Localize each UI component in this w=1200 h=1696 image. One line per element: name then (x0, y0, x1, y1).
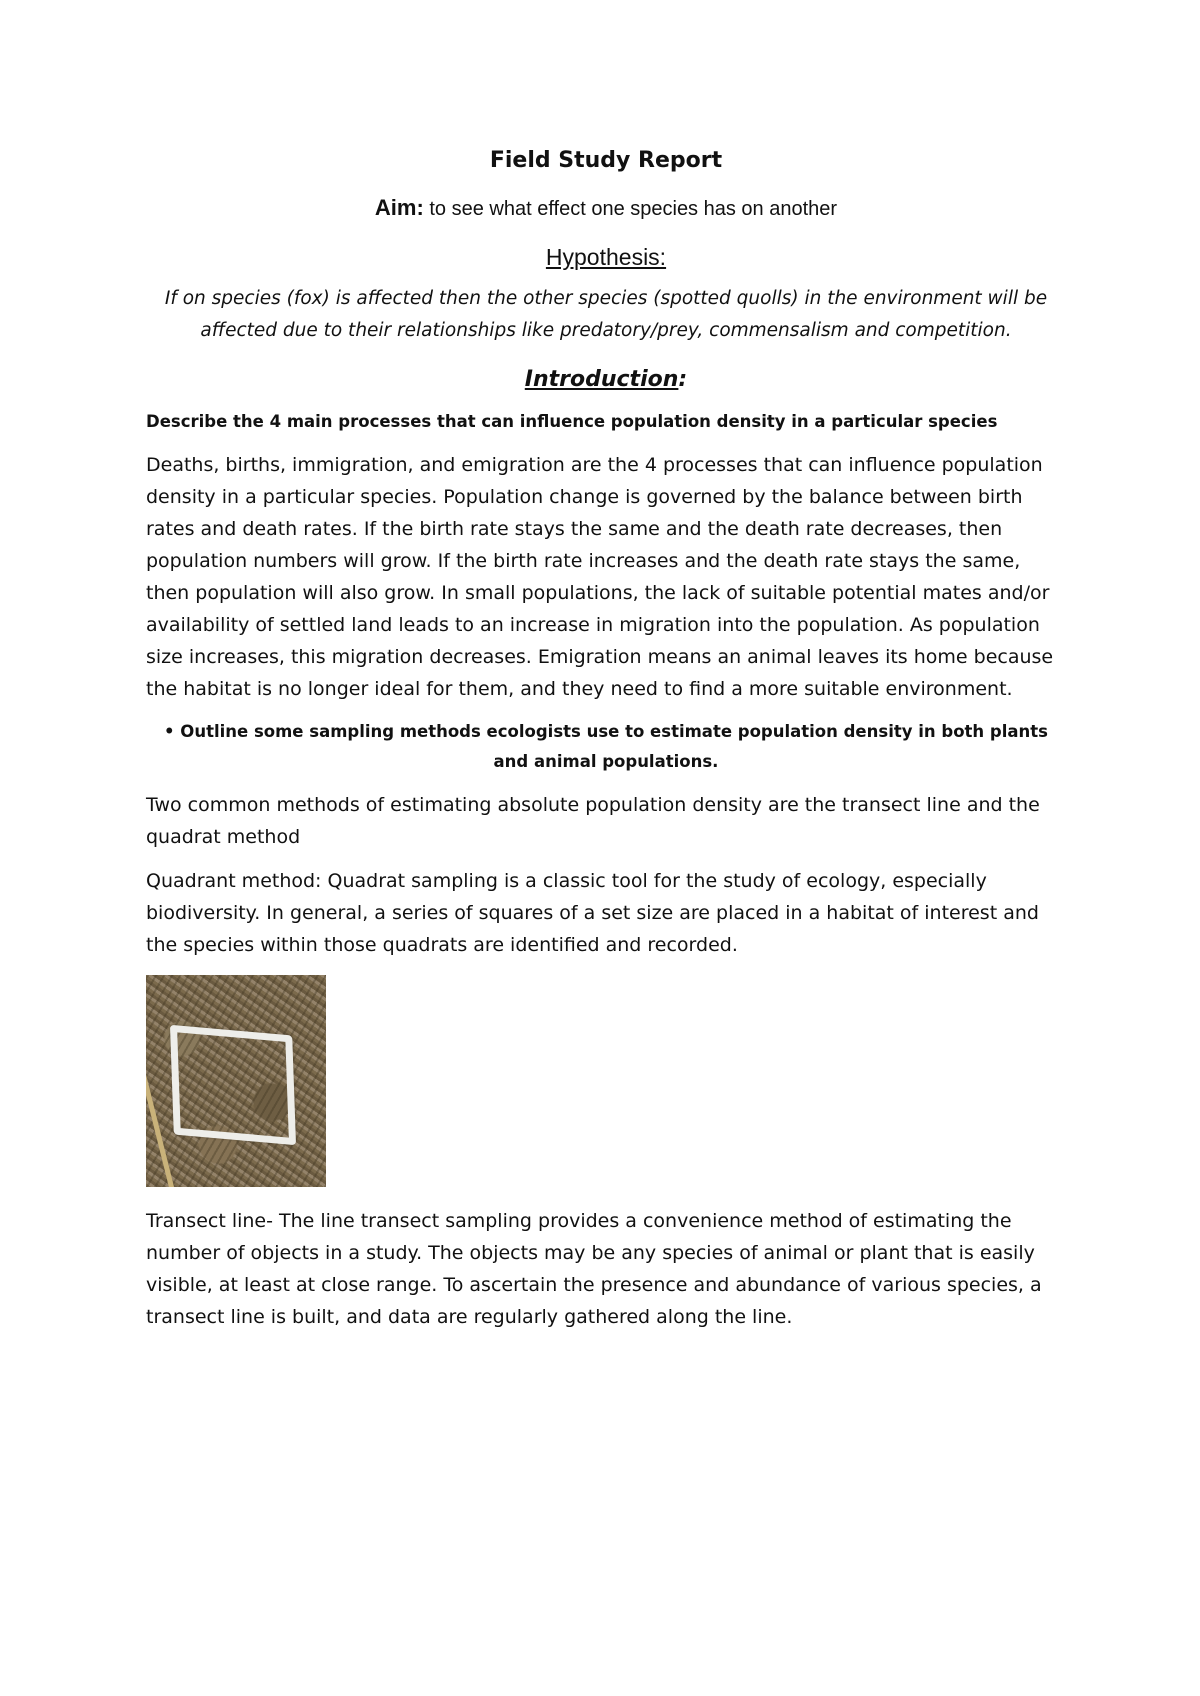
photo-quadrat-frame (170, 1025, 296, 1145)
aim-text: to see what effect one species has on another (423, 198, 838, 220)
report-title: Field Study Report (489, 148, 723, 173)
document-page (146, 146, 1066, 1345)
answer-transect-line: Transect line- The line transect sampling provides a convenience method of estimating the number of objects in a study. The objects may be any species of animal or plant that is easily visible, at least at close range. To ascertain the presence and abundance of various species, a transect line is built, and data are regularly gathered along the line. (146, 1210, 1042, 1328)
question-sampling-methods: • Outline some sampling methods ecologists use to estimate population density in both plants and animal populations. (164, 722, 1048, 771)
introduction-heading (146, 365, 1066, 395)
aim-label: Aim: (374, 195, 424, 220)
answer-quadrat-method: Quadrant method: Quadrat sampling is a classic tool for the study of ecology, especially biodiversity. In general, a series of squares of a set size are placed in a habitat of interest and the species within those quadrats are identified and recorded. (146, 870, 1039, 956)
quadrat-photo (146, 975, 326, 1187)
question-population-processes: Describe the 4 main processes that can influence population density in a particular species (146, 412, 998, 431)
hypothesis-heading: Hypothesis: (545, 244, 667, 270)
aim-line (146, 194, 1066, 223)
answer-population-processes: Deaths, births, immigration, and emigration are the 4 processes that can influence population density in a particular species. Population change is governed by the balance between birth rates and death rates. If the birth rate stays the same and the death rate decreases, then population numbers will grow. If the birth rate increases and the death rate stays the same, then population will also grow. In small populations, the lack of suitable potential mates and/or availability of settled land leads to an increase in migration into the population. As population size increases, this migration decreases. Emigration means an animal leaves its home because the habitat is no longer ideal for them, and they need to find a more suitable environment. (146, 454, 1054, 700)
introduction-heading-colon: : (678, 367, 688, 392)
hypothesis-text: If on species (fox) is affected then the other species (spotted quolls) in the environment will be affected due to their relationships like predatory/prey, commensalism and competition. (164, 288, 1048, 341)
introduction-heading-text: Introduction (524, 367, 679, 392)
answer-sampling-intro: Two common methods of estimating absolute population density are the transect line and the quadrat method (146, 794, 1040, 848)
